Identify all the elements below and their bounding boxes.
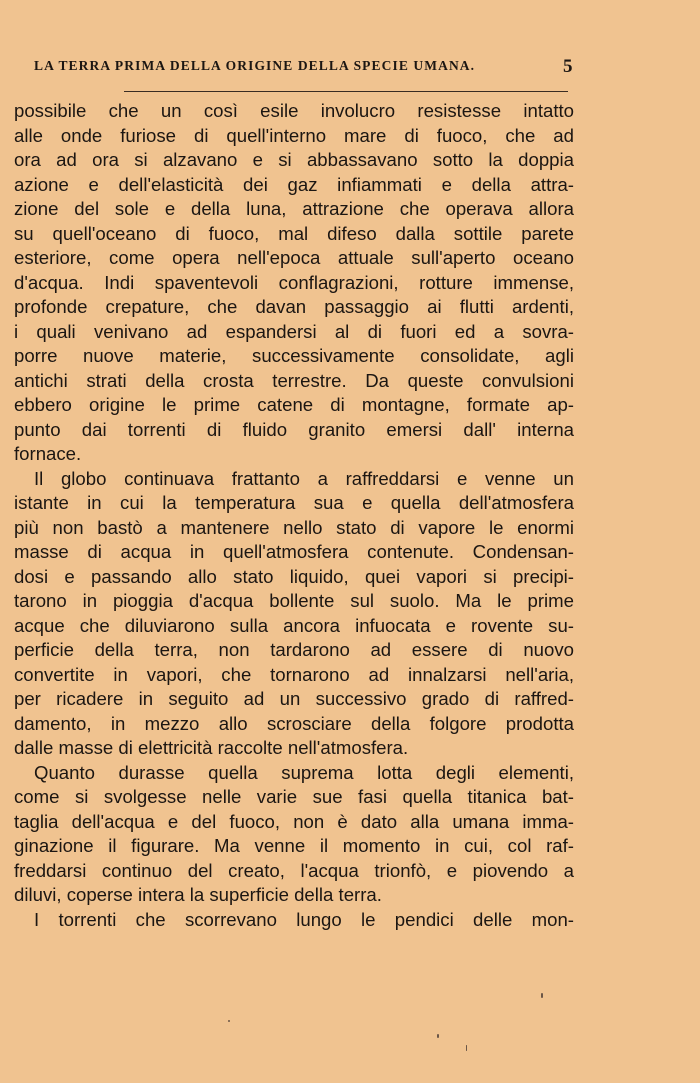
- paper-speck: [437, 1034, 439, 1038]
- paper-speck: [541, 993, 543, 998]
- paper-speck: [228, 1020, 230, 1022]
- text-line: zione del sole e della luna, attrazione che operava allora: [14, 198, 574, 219]
- text-line: come si svolgesse nelle varie sue fasi quella titanica bat-: [14, 786, 574, 807]
- text-line: per ricadere in seguito ad un successivo grado di raffred-: [14, 688, 574, 709]
- text-line: dosi e passando allo stato liquido, quei vapori si precipi-: [14, 565, 574, 587]
- text-line: masse di acqua in quell'atmosfera contenute. Condensan-: [14, 541, 574, 562]
- text-line: dalle masse di elettricità raccolte nell'atmosfera.: [14, 737, 409, 758]
- text-line: alle onde furiose di quell'interno mare di fuoco, che ad: [14, 124, 574, 146]
- text-line: punto dai torrenti di fluido granito emersi dall' interna: [14, 418, 574, 440]
- text-line: diluvi, coperse intera la superficie della terra.: [14, 884, 382, 905]
- text-line: Il globo continuava frattanto a raffreddarsi e venne un: [34, 467, 574, 489]
- text-line: ebbero origine le prime catene di montagne, formate ap-: [14, 394, 574, 415]
- text-line: ginazione il figurare. Ma venne il momento in cui, col raf-: [14, 835, 574, 856]
- text-line: I torrenti che scorrevano lungo le pendici delle mon-: [34, 908, 574, 930]
- text-line: esteriore, come opera nell'epoca attuale sull'aperto oceano: [14, 247, 574, 268]
- text-line: istante in cui la temperatura sua e quella dell'atmosfera: [14, 492, 574, 513]
- body-text: [14, 99, 574, 932]
- text-line: perficie della terra, non tardarono ad essere di nuovo: [14, 639, 574, 660]
- paper-speck: [466, 1045, 467, 1051]
- text-line: porre nuove materie, successivamente consolidate, agli: [14, 345, 574, 366]
- text-line: damento, in mezzo allo scrosciare della folgore prodotta: [14, 712, 574, 734]
- text-line: convertite in vapori, che tornarono ad innalzarsi nell'aria,: [14, 663, 574, 685]
- text-line: Quanto durasse quella suprema lotta degli elementi,: [34, 761, 574, 783]
- text-line: taglia dell'acqua e del fuoco, non è dato alla umana imma-: [14, 810, 574, 832]
- text-line: acque che diluviarono sulla ancora infuocata e rovente su-: [14, 614, 574, 636]
- header-rule: [124, 91, 568, 92]
- text-line: possibile che un così esile involucro resistesse intatto: [14, 100, 574, 121]
- page-number: 5: [563, 56, 573, 77]
- text-line: azione e dell'elasticità dei gaz infiammati e della attra-: [14, 173, 574, 195]
- text-line: profonde crepature, che davan passaggio ai flutti ardenti,: [14, 296, 574, 317]
- text-line: su quell'oceano di fuoco, mal difeso dalla sottile parete: [14, 222, 574, 244]
- text-line: freddarsi continuo del creato, l'acqua trionfò, e piovendo a: [14, 859, 574, 881]
- running-header: LA TERRA PRIMA DELLA ORIGINE DELLA SPECIE UMANA.: [34, 58, 476, 73]
- text-line: più non bastò a mantenere nello stato di vapore le enormi: [14, 516, 574, 538]
- text-line: ora ad ora si alzavano e si abbassavano sotto la doppia: [14, 149, 574, 170]
- text-line: antichi strati della crosta terrestre. Da queste convulsioni: [14, 369, 574, 391]
- text-line: i quali venivano ad espandersi al di fuori ed a sovra-: [14, 320, 574, 342]
- text-line: tarono in pioggia d'acqua bollente sul suolo. Ma le prime: [14, 590, 574, 611]
- text-line: fornace.: [14, 443, 82, 464]
- text-line: d'acqua. Indi spaventevoli conflagrazioni, rotture immense,: [14, 271, 574, 293]
